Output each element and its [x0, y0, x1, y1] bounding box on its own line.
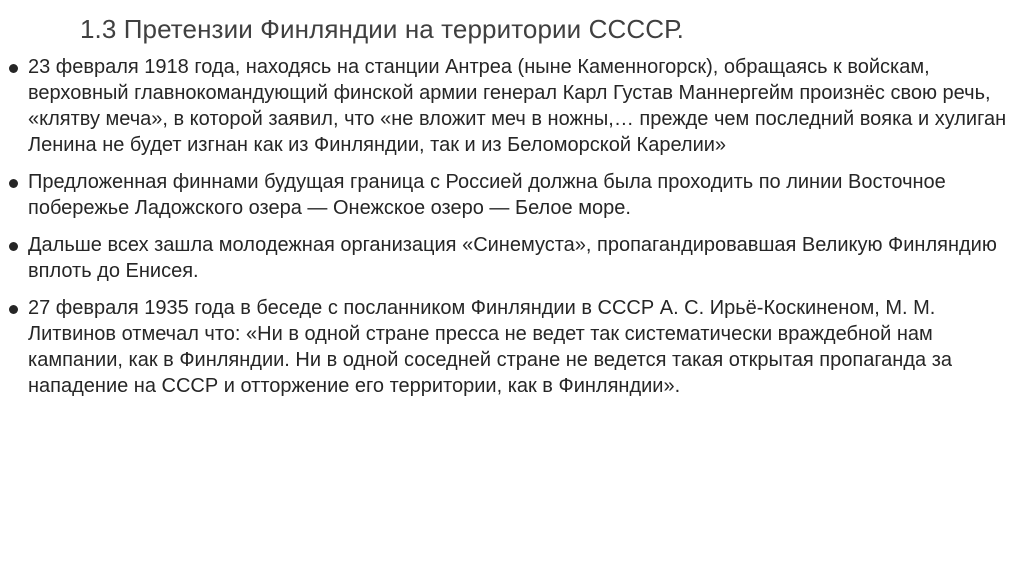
- bullet-text: Предложенная финнами будущая граница с Россией должна была проходить по линии Восточное побережье Ладожского озера — Онежское озеро — Белое море.: [28, 171, 946, 219]
- bullet-item-1: [8, 54, 1008, 158]
- bullet-text: Дальше всех зашла молодежная организация «Синемуста», пропагандировавшая Великую Финляндию вплоть до Енисея.: [28, 234, 997, 282]
- bullet-item-4: [8, 295, 1008, 399]
- bullet-dot-icon: [9, 242, 18, 251]
- bullet-text: 27 февраля 1935 года в беседе с посланником Финляндии в СССР А. С. Ирьё-Коскиненом, М. М. Литвинов отмечал что: «Ни в одной стране пресса не ведет так систематически враждебной нам кампании, как в Финляндии. Ни в одной соседней стране не ведется такая открытая пропаганда за нападение на СССР и отторжение его территории, как в Финляндии».: [28, 297, 952, 397]
- bullet-dot-icon: [9, 305, 18, 314]
- bullet-list: [8, 54, 1008, 410]
- slide-title: 1.3 Претензии Финляндии на территории СССCР.: [80, 14, 684, 44]
- bullet-item-2: [8, 169, 1008, 221]
- bullet-item-3: [8, 232, 1008, 284]
- bullet-dot-icon: [9, 179, 18, 188]
- bullet-dot-icon: [9, 64, 18, 73]
- bullet-text: 23 февраля 1918 года, находясь на станции Антреа (ныне Каменногорск), обращаясь к войскам, верховный главнокомандующий финской армии генерал Карл Густав Маннергейм произнёс свою речь, «клятву меча», в которой заявил, что «не вложит меч в ножны,… прежде чем последний вояка и хулиган Ленина не будет изгнан как из Финляндии, так и из Беломорской Карелии»: [28, 56, 1007, 156]
